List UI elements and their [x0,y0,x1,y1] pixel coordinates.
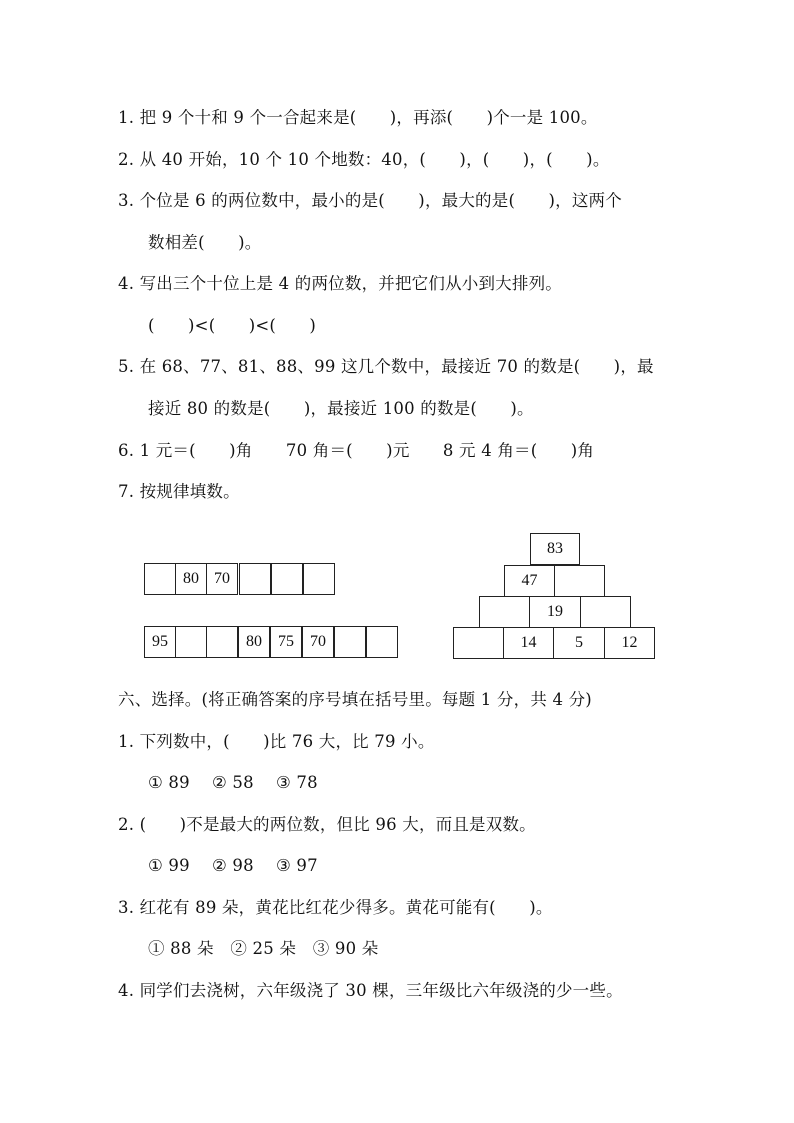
choice-options-3: ① 88 朵 ② 25 朵 ③ 90 朵 [148,939,379,958]
sequence-cell [366,626,398,658]
question-2: 2. 从 40 开始，10 个 10 个地数：40，( )，( )，( )。 [118,150,610,169]
sequence-cell [271,563,303,595]
pyramid-cell: 14 [503,627,554,659]
pyramid-cell [554,565,605,597]
question-5-line-2: 接近 80 的数是( )，最接近 100 的数是( )。 [148,399,534,418]
question-4-line-1: 4. 写出三个十位上是 4 的两位数，并把它们从小到大排列。 [118,274,562,293]
pyramid-cell: 47 [504,565,555,597]
pyramid-cell [479,596,530,628]
sequence-cell [334,626,366,658]
sequence-cell: 75 [270,626,302,658]
sequence-cell [206,626,238,658]
sequence-cell [239,563,271,595]
sequence-cell [175,626,207,658]
pyramid-cell: 83 [530,533,580,565]
choice-question-2: 2. ( )不是最大的两位数，但比 96 大，而且是双数。 [118,815,536,834]
sequence-cell [303,563,335,595]
choice-question-4: 4. 同学们去浇树，六年级浇了 30 棵，三年级比六年级浇的少一些。 [118,981,623,1000]
choice-options-2: ① 99 ② 98 ③ 97 [148,856,318,875]
pyramid-cell: 5 [553,627,605,659]
choice-question-1: 1. 下列数中，( )比 76 大，比 79 小。 [118,732,435,751]
question-3-line-1: 3. 个位是 6 的两位数中，最小的是( )，最大的是( )，这两个 [118,191,622,210]
choice-question-3: 3. 红花有 89 朵，黄花比红花少得多。黄花可能有( )。 [118,898,553,917]
question-5-line-1: 5. 在 68、77、81、88、99 这几个数中，最接近 70 的数是( )，最 [118,357,654,376]
question-4-line-2: ( )<( )<( ) [148,316,317,335]
pyramid-cell [580,596,631,628]
sequence-cell: 80 [175,563,207,595]
question-3-line-2: 数相差( )。 [148,233,262,252]
sequence-cell: 70 [206,563,238,595]
sequence-cell: 70 [302,626,334,658]
sequence-cell: 95 [144,626,176,658]
pyramid-cell: 12 [604,627,655,659]
question-6: 6. 1 元＝( )角 70 角＝( )元 8 元 4 角＝( )角 [118,441,595,460]
section-heading-choice: 六、选择。(将正确答案的序号填在括号里。每题 1 分，共 4 分) [118,690,592,709]
sequence-cell: 80 [238,626,270,658]
choice-options-1: ① 89 ② 58 ③ 78 [148,773,318,792]
question-1: 1. 把 9 个十和 9 个一合起来是( )，再添( )个一是 100。 [118,108,598,127]
pyramid-cell [453,627,504,659]
pyramid-cell: 19 [529,596,581,628]
sequence-cell [144,563,176,595]
question-7: 7. 按规律填数。 [118,482,240,501]
